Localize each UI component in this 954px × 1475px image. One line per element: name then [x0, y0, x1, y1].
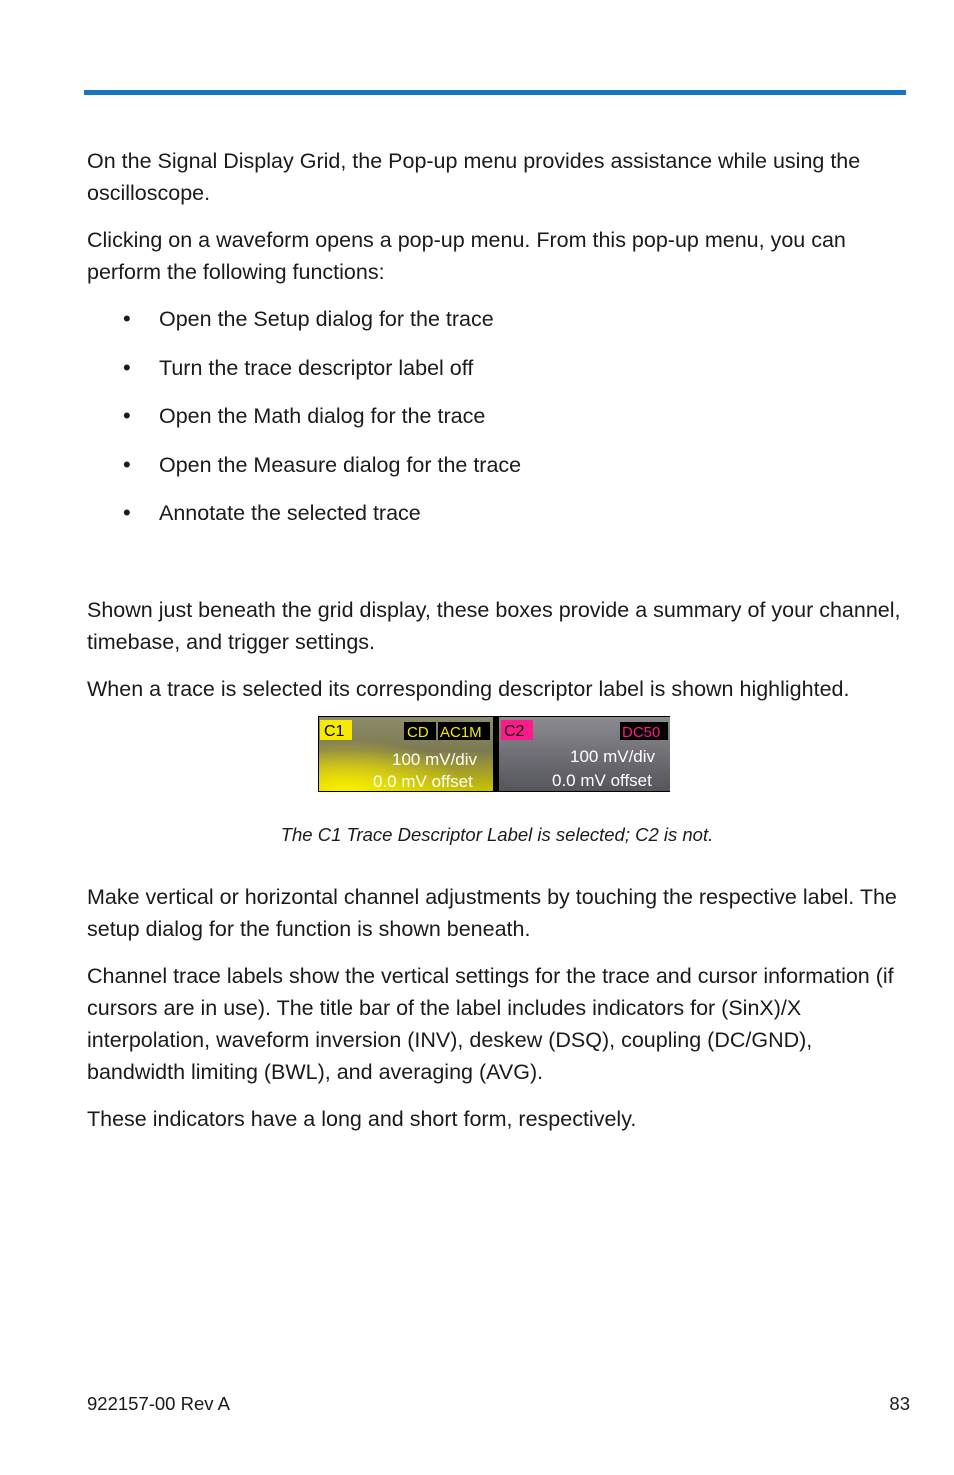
footer-page-number: 83 — [889, 1393, 910, 1414]
descriptor-paragraph-1: Shown just beneath the grid display, these boxes provide a summary of your channel, timebase, and trigger settings. — [87, 597, 901, 654]
intro-paragraph-1: On the Signal Display Grid, the Pop-up menu provides assistance while using the oscilloscope. — [87, 149, 861, 205]
list-item: • Open the Math dialog for the trace — [87, 400, 907, 432]
c1-badge-cd: CD — [407, 723, 429, 741]
trace-descriptor-image — [318, 716, 670, 792]
descriptor-paragraph-4: Channel trace labels show the vertical settings for the trace and cursor information (if cursors are in use). The title bar of the label includes indicators for (SinX)/X interpolation, waveform inversion (INV), deskew (DSQ), coupling (DC/GND), bandwidth limiting (BWL), and averaging (AVG). — [87, 963, 894, 1084]
c1-tag: C1 — [324, 722, 345, 740]
c2-tag: C2 — [504, 722, 525, 740]
list-item: • Annotate the selected trace — [87, 497, 907, 529]
c1-offset: 0.0 mV offset — [373, 771, 473, 791]
c2-offset: 0.0 mV offset — [552, 770, 652, 790]
c2-scale: 100 mV/div — [570, 746, 656, 766]
list-item: • Turn the trace descriptor label off — [87, 352, 907, 384]
c1-badge-coupling: AC1M — [440, 723, 482, 741]
descriptor-paragraph-2: When a trace is selected its corresponding descriptor label is shown highlighted. — [87, 676, 850, 701]
descriptor-paragraph-5: These indicators have a long and short form, respectively. — [87, 1106, 637, 1131]
header-rule — [84, 90, 906, 95]
page-content — [87, 145, 907, 1150]
c2-badge-coupling: DC50 — [622, 723, 661, 741]
list-item: • Open the Setup dialog for the trace — [87, 303, 907, 335]
descriptor-paragraph-3: Make vertical or horizontal channel adjustments by touching the respective label. The setup dialog for the function is shown beneath. — [87, 884, 897, 941]
intro-paragraph-2: Clicking on a waveform opens a pop-up menu. From this pop-up menu, you can perform the following functions: — [87, 228, 846, 284]
function-list — [87, 303, 907, 529]
c2-descriptor-label[interactable] — [499, 717, 670, 791]
c1-descriptor-label[interactable] — [319, 717, 493, 791]
figure-caption: The C1 Trace Descriptor Label is selected; C2 is not. — [280, 823, 714, 845]
c1-scale: 100 mV/div — [392, 749, 478, 769]
footer-doc-id: 922157-00 Rev A — [87, 1393, 230, 1414]
trace-descriptor-figure — [318, 716, 670, 792]
list-item: • Open the Measure dialog for the trace — [87, 449, 907, 481]
